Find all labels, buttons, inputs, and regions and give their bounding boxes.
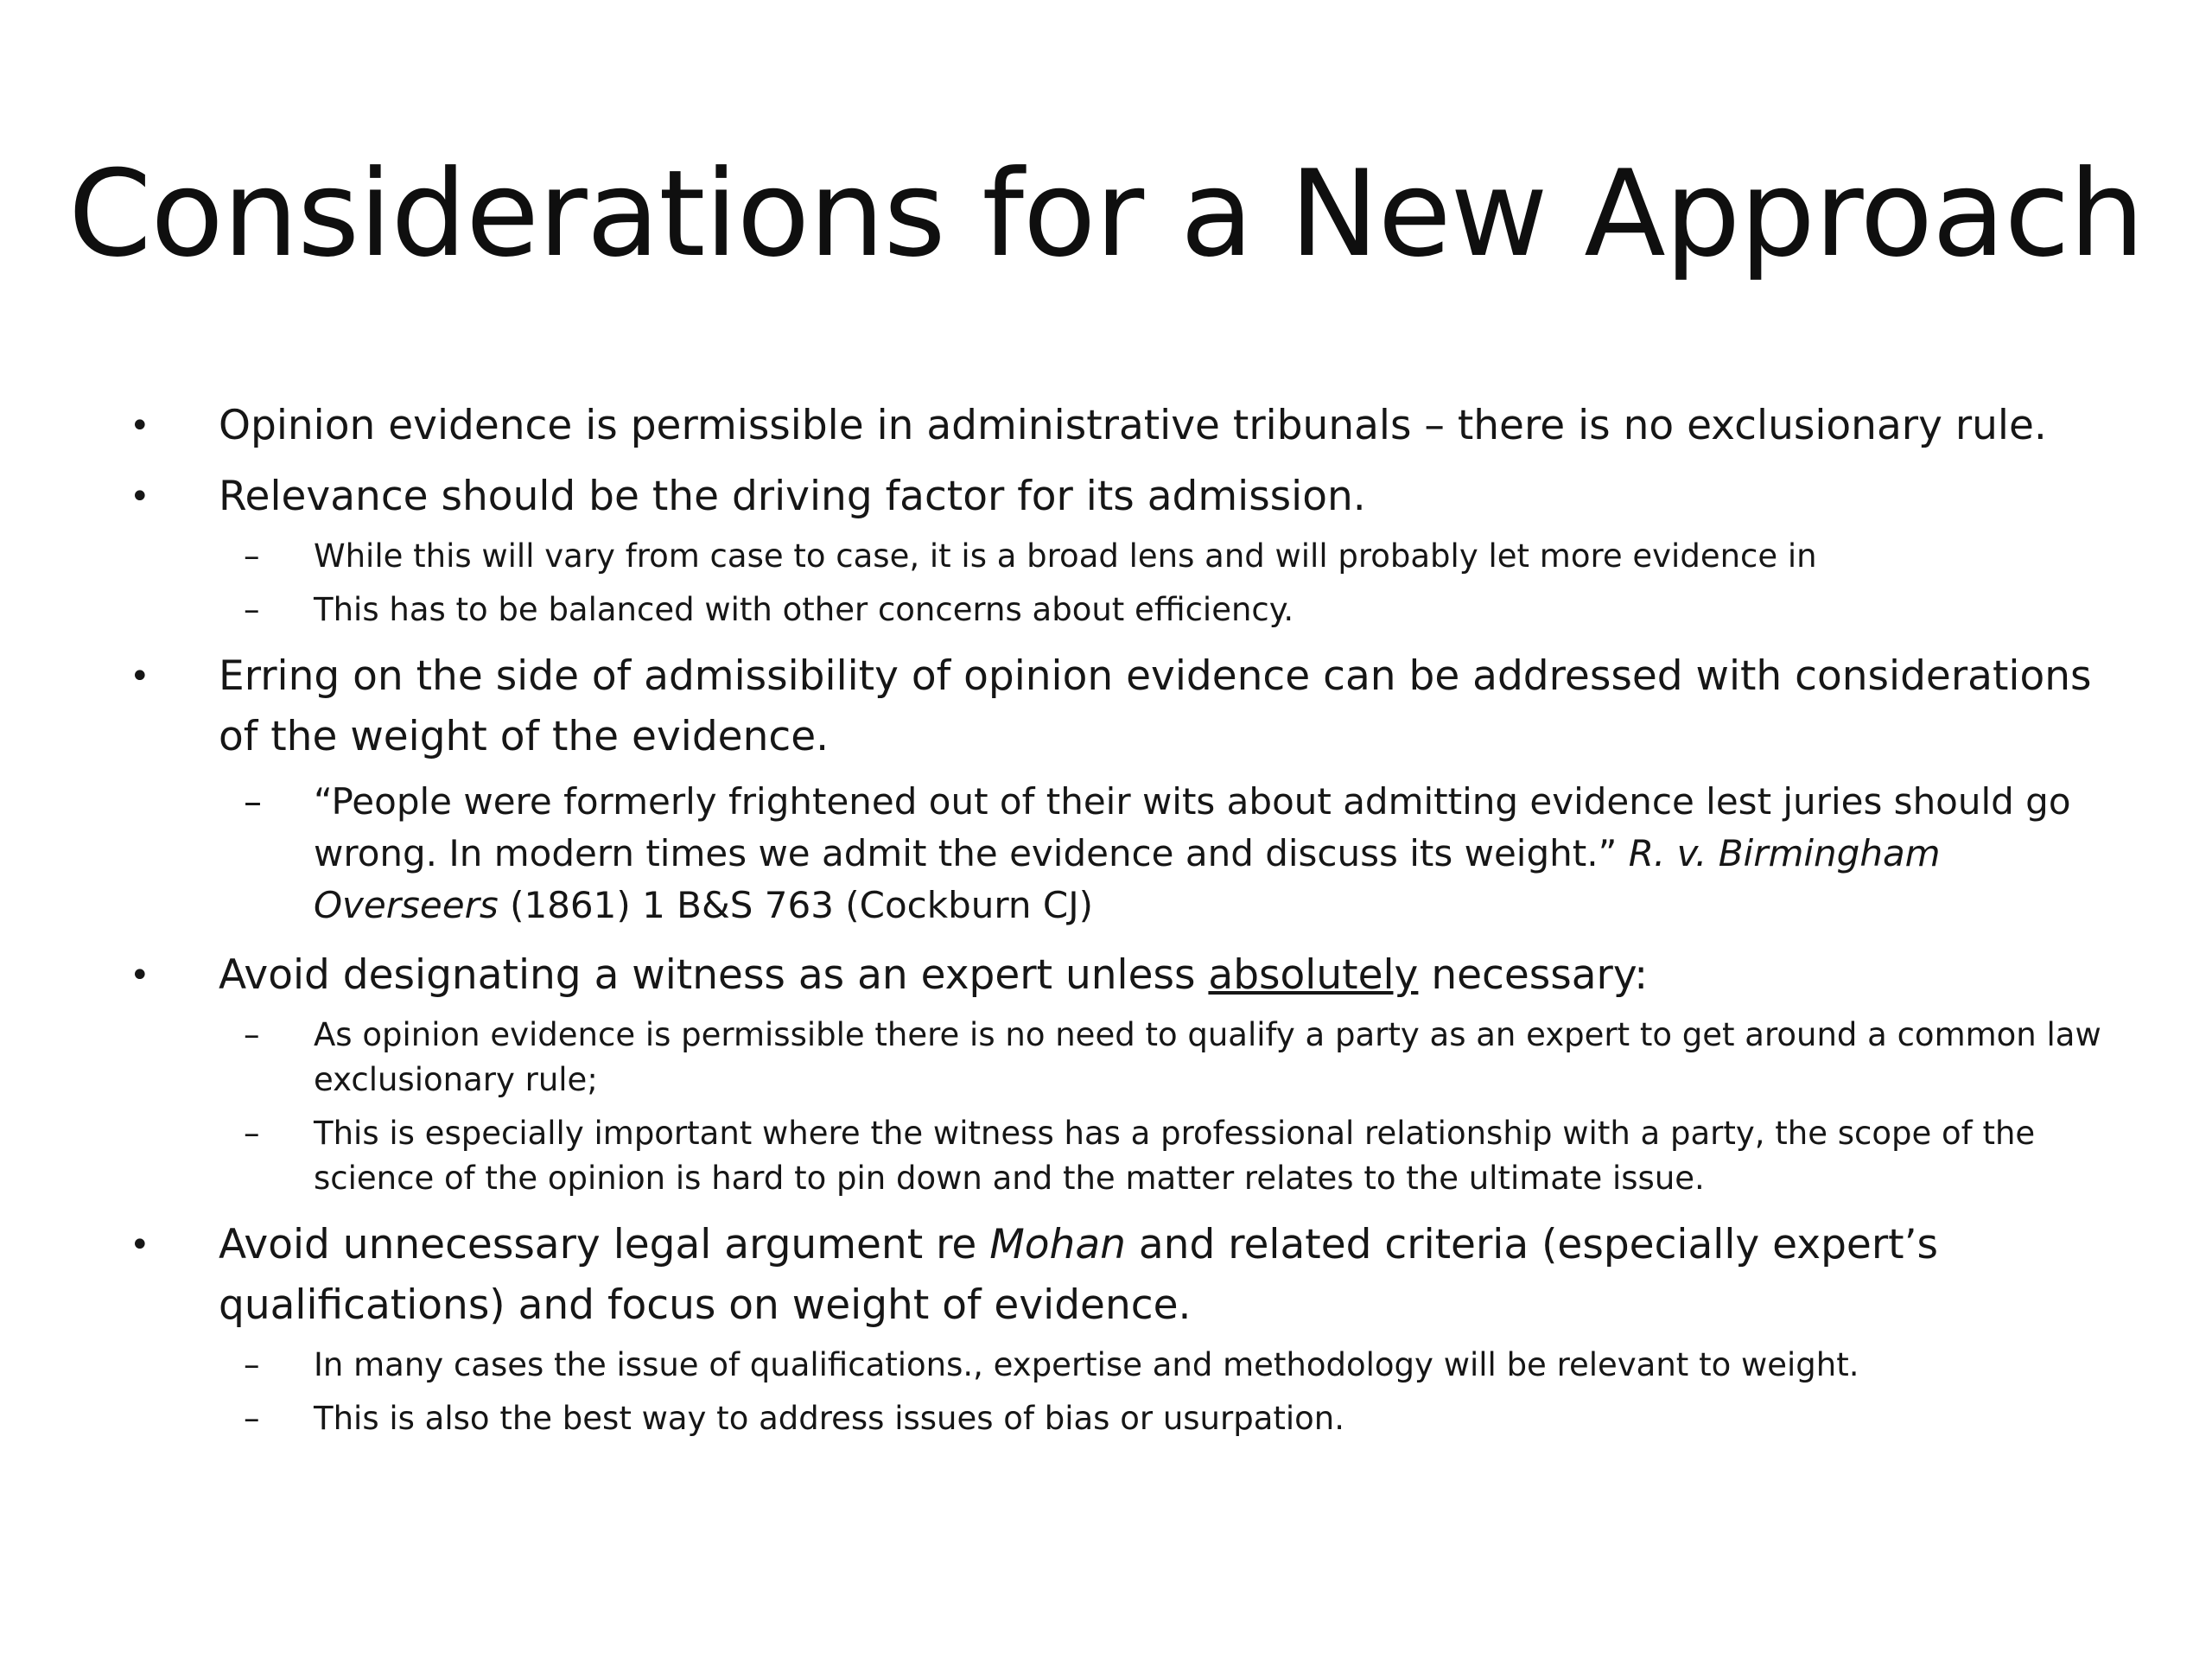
sub-item-bias-usurpation [130, 1396, 2108, 1441]
sub-text: In many cases the issue of qualifications., expertise and methodology will be relevant to weight. [314, 1346, 1859, 1383]
sub-marker: – [244, 1346, 260, 1383]
sub-text: While this will vary from case to case, it is a broad lens and will probably let more evidence in [314, 537, 1817, 575]
sub-item-no-need-qualify [130, 1013, 2108, 1103]
case-name: R. v. Birmingham Overseers [314, 832, 1941, 926]
sub-text: As opinion evidence is permissible there is no need to qualify a party as an expert to get around a common law exclusionary rule; [314, 1016, 2101, 1098]
bullet-relevance [130, 467, 2108, 527]
bullet-marker: • [130, 657, 150, 696]
bullet-erring-admissibility [130, 646, 2108, 767]
quote-text: “People were formerly frightened out of their wits about admitting evidence lest juries should go wrong. In modern times we admit the evidence and discuss its weight.” [314, 780, 2071, 874]
sub-text: This has to be balanced with other concerns about efficiency. [314, 591, 1294, 628]
bullet-avoid-legal-argument [130, 1215, 2108, 1336]
bullet-text-before: Avoid designating a witness as an expert unless [219, 951, 1209, 999]
bullet-marker: • [130, 406, 150, 446]
bullet-text-after: and related criteria (especially expert’s qualifications) and focus on weight of evidence. [219, 1221, 1938, 1329]
sub-marker: – [244, 537, 260, 575]
sub-marker: – [244, 1115, 260, 1152]
bullet-text-after: necessary: [1418, 951, 1649, 999]
slide-title: Considerations for a New Approach [68, 144, 2144, 283]
bullet-text-italic: Mohan [989, 1221, 1126, 1268]
bullet-text-before: Avoid unnecessary legal argument re [219, 1221, 990, 1268]
bullet-text-underlined: absolutely [1208, 951, 1419, 999]
sub-item-qualifications-weight [130, 1343, 2108, 1388]
bullet-text: Relevance should be the driving factor for its admission. [219, 473, 1366, 520]
sub-marker: – [244, 780, 262, 823]
sub-marker: – [244, 591, 260, 628]
sub-marker: – [244, 1016, 260, 1053]
slide-content [130, 396, 2108, 1441]
bullet-marker: • [130, 477, 150, 517]
bullet-marker: • [130, 1225, 150, 1265]
sub-text: This is especially important where the witness has a professional relationship with a party, the scope of the science of the opinion is hard to pin down and the matter relates to the ultimate issue. [314, 1115, 2036, 1197]
sub-item-quote [130, 776, 2108, 931]
bullet-text: Opinion evidence is permissible in administrative tribunals – there is no exclusionary rule. [219, 402, 2047, 449]
bullet-text: Erring on the side of admissibility of opinion evidence can be addressed with considerations of the weight of the evidence. [219, 652, 2092, 760]
sub-text: This is also the best way to address issues of bias or usurpation. [314, 1400, 1344, 1437]
bullet-opinion-permissible [130, 396, 2108, 456]
case-citation: (1861) 1 B&S 763 (Cockburn CJ) [510, 884, 1093, 926]
bullet-marker: • [130, 956, 150, 995]
sub-marker: – [244, 1400, 260, 1437]
sub-item-vary [130, 534, 2108, 579]
sub-item-especially-important [130, 1111, 2108, 1201]
bullet-avoid-designating [130, 945, 2108, 1006]
sub-item-balanced [130, 588, 2108, 632]
